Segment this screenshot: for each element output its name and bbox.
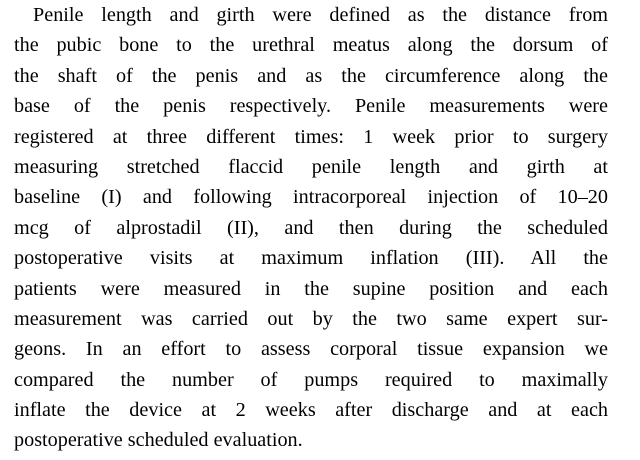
text-line: the pubic bone to the urethral meatus along the dorsum of xyxy=(14,34,608,57)
text-line: measuring stretched flaccid penile length and girth at xyxy=(14,155,608,178)
text-line: baseline (I) and following intracorporeal injection of 10–20 xyxy=(14,186,608,209)
text-line: the shaft of the penis and as the circumference along the xyxy=(14,64,608,87)
text-line: geons. In an effort to assess corporal tissue expansion we xyxy=(14,338,608,361)
text-line: patients were measured in the supine position and each xyxy=(14,277,608,300)
text-line: compared the number of pumps required to maximally xyxy=(14,368,608,391)
paper-text-block xyxy=(14,0,608,456)
text-line: Penile length and girth were defined as the distance from xyxy=(33,4,608,26)
text-line: inflate the device at 2 weeks after discharge and at each xyxy=(14,399,608,422)
text-line: postoperative visits at maximum inflation (III). All the xyxy=(14,247,608,270)
text-line: base of the penis respectively. Penile measurements were xyxy=(14,95,608,118)
text-line: registered at three different times: 1 week prior to surgery xyxy=(14,125,608,148)
body-paragraph xyxy=(14,0,608,456)
text-line: measurement was carried out by the two same expert sur- xyxy=(14,307,608,330)
text-line: mcg of alprostadil (II), and then during the scheduled xyxy=(14,216,608,239)
text-line: postoperative scheduled evaluation. xyxy=(14,429,303,452)
